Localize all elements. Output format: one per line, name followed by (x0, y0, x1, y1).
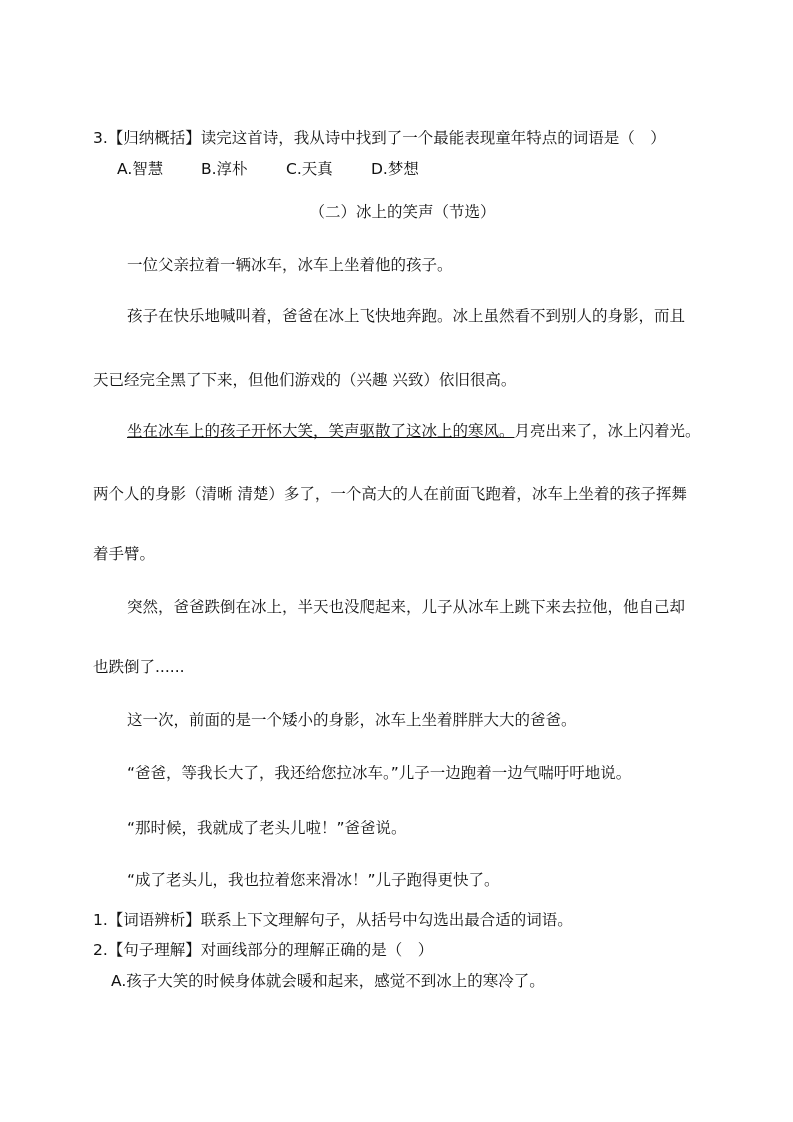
question-2: 2.【句子理解】对画线部分的理解正确的是（ ） (93, 941, 434, 959)
question-1: 1.【词语辨析】联系上下文理解句子，从括号中勾选出最合适的词语。 (93, 911, 573, 929)
paragraph: 孩子在快乐地喊叫着，爸爸在冰上飞快地奔跑。冰上虽然看不到别人的身影，而且 (127, 307, 686, 325)
underlined-sentence: 坐在冰车上的孩子开怀大笑，笑声驱散了这冰上的寒风。 (127, 422, 515, 440)
option-d: D.梦想 (371, 160, 419, 178)
paragraph: “成了老头儿，我也拉着您来滑冰！”儿子跑得更快了。 (127, 871, 500, 889)
paragraph-cont: 两个人的身影（清晰 清楚）多了，一个高大的人在前面飞跑着，冰车上坐着的孩子挥舞 (93, 485, 687, 503)
paragraph-cont: 着手臂。 (93, 545, 156, 563)
paragraph: “爸爸，等我长大了，我还给您拉冰车。”儿子一边跑着一边气喘吁吁地说。 (127, 764, 632, 782)
sentence: 月亮出来了，冰上闪着光。 (514, 422, 701, 440)
paragraph (127, 421, 701, 441)
paragraph: “那时候，我就成了老头儿啦！”爸爸说。 (127, 819, 407, 837)
paragraph-cont: 也跌倒了...... (93, 658, 185, 676)
paragraph: 这一次，前面的是一个矮小的身影，冰车上坐着胖胖大大的爸爸。 (127, 711, 577, 729)
option-b: B.淳朴 (201, 160, 248, 178)
paragraph: 一位父亲拉着一辆冰车，冰车上坐着他的孩子。 (127, 256, 453, 274)
option-a: A.智慧 (117, 160, 164, 178)
question-2-option-a: A.孩子大笑的时候身体就会暖和起来，感觉不到冰上的寒冷了。 (111, 972, 545, 990)
paragraph: 突然，爸爸跌倒在冰上，半天也没爬起来，儿子从冰车上跳下来去拉他，他自己却 (127, 598, 686, 616)
question-3: 3.【归纳概括】读完这首诗，我从诗中找到了一个最能表现童年特点的词语是（ ） (93, 129, 666, 147)
option-c: C.天真 (286, 160, 333, 178)
paragraph-cont: 天已经完全黑了下来，但他们游戏的（兴趣 兴致）依旧很高。 (93, 371, 517, 389)
section-title: （二）冰上的笑声（节选） (309, 203, 496, 221)
